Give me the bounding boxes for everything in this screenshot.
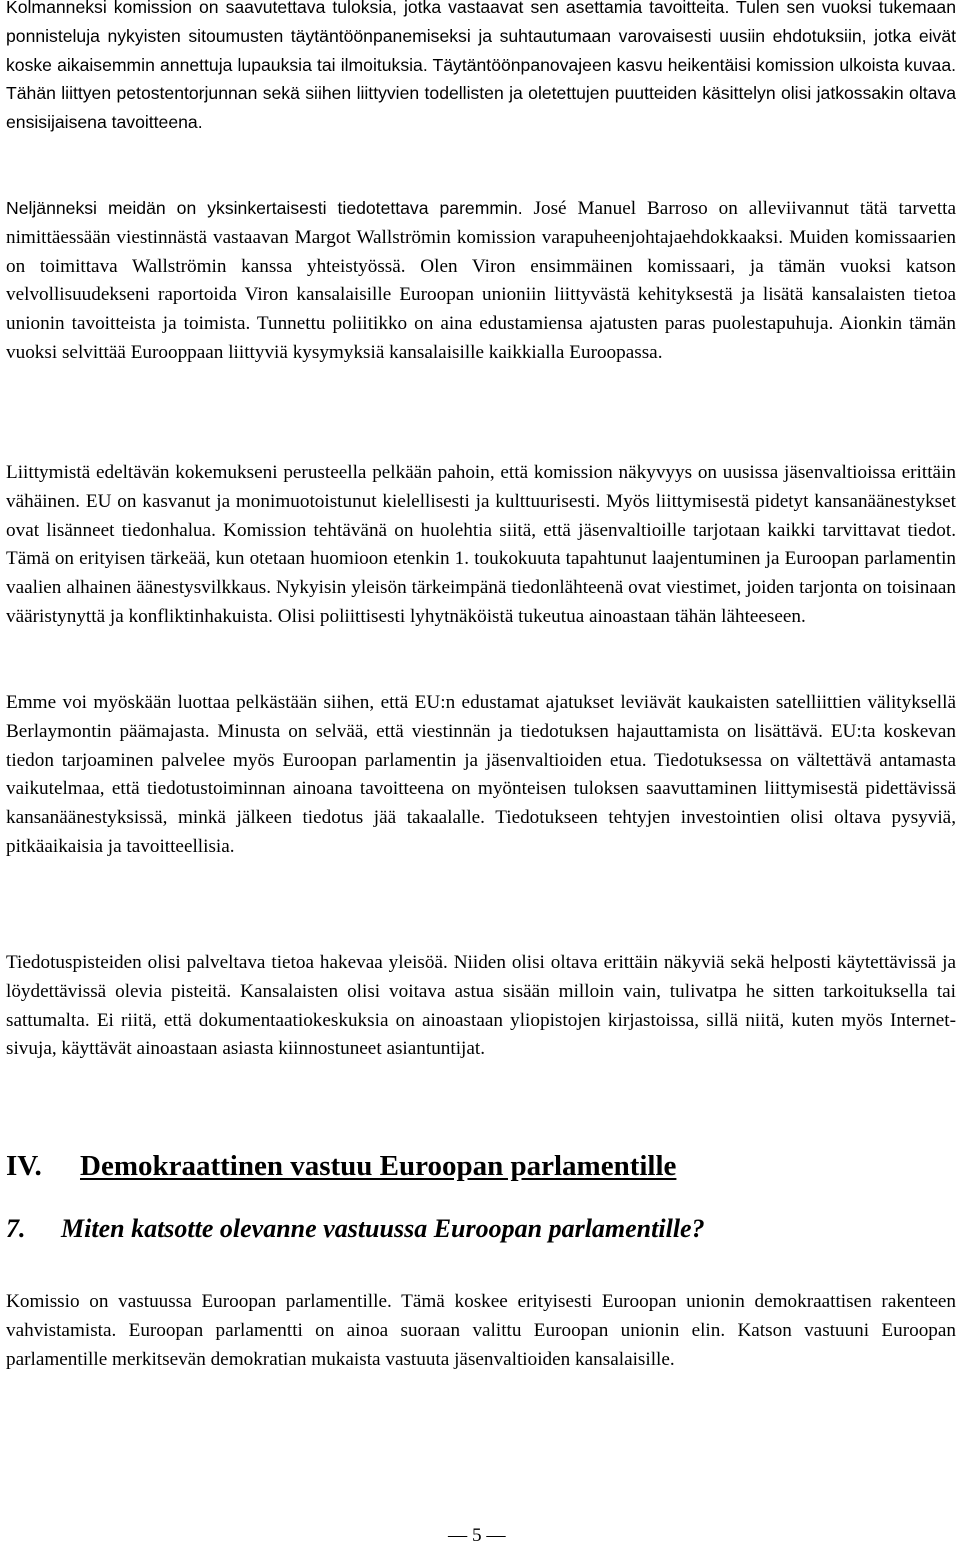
section-title: Demokraattinen vastuu Euroopan parlamentille xyxy=(80,1150,677,1182)
section-number: IV. xyxy=(6,1150,42,1182)
question-number: 7. xyxy=(6,1214,26,1243)
page-number: — 5 — xyxy=(448,1525,506,1546)
paragraph-text: José Manuel Barroso on alleviivannut tätä tarvetta nimittäessään viestinnästä vastaavan Margot Wallströmin komission varapuheenjohtajaehdokkaaksi. Muiden komissaarien on toimittava Wallströmin kanssa yhteistyössä. Olen Viron ensimmäinen komissaari, ja tämän vuoksi katson velvollisuudekseni raportoida Viron kansalaisille Euroopan unioniin liittyvästä kehityksestä ja lisätä kansalaisten tietoa unionin tavoitteista ja toimista. Tunnettu poliitikko on aina edustamiensa ajatusten paras puolestapuhuja. Aionkin tämän vuoksi selvittää Eurooppaan liittyviä kysymyksiä kansalaisille kaikkialla Euroopassa. xyxy=(6,198,956,363)
paragraph-text: Kolmanneksi komission on saavutettava tuloksia, jotka vastaavat sen asettamia tavoitteita. Tulen sen vuoksi tukemaan ponnisteluja nykyisten sitoumusten täytäntöönpanemiseksi ja suhtautumaan varovaisesti uusiin ehdotuksiin, jotka eivät koske aikaisemmin annettuja lupauksia tai ilmoituksia. Täytäntöönpanovajeen kasvu heikentäisi komission ulkoista kuvaa. Tähän liittyen petostentorjunnan sekä siihen liittyvien todellisten ja oletettujen puutteiden käsittelyn olisi jatkossakin oltava ensisijaisena tavoitteena. xyxy=(6,0,956,133)
paragraph-decentralisation: Emme voi myöskään luottaa pelkästään siihen, että EU:n edustamat ajatukset leviävät kaukaisten satelliittien välityksellä Berlaymontin päämajasta. Minusta on selvää, että viestinnän ja tiedotuksen hajauttamista on lisättävä. EU:ta koskevan tiedon tarjoaminen palvelee myös Euroopan parlamentin ja jäsenvaltioiden etua. Tiedotuksessa on vältettävä antamasta vaikutelmaa, että tiedotustoiminnan ainoana tavoitteena on myönteisen tuloksen saavuttaminen liittymisestä pidettävissä kansanäänestyksissä, minkä jälkeen tiedotus jää takaalalle. Tiedotukseen tehtyjen investointien olisi oltava pysyviä, pitkäaikaisia ja tavoitteellisia. xyxy=(6,692,956,857)
section-heading xyxy=(6,1148,676,1184)
question-text: Miten katsotte olevanne vastuussa Euroopan parlamentille? xyxy=(61,1214,705,1243)
paragraph-lead-sentence: Neljänneksi meidän on yksinkertaisesti tiedotettava paremmin. xyxy=(6,198,523,218)
question-heading xyxy=(6,1213,705,1245)
paragraph-tasks-and-commitments xyxy=(6,0,956,137)
paragraph-visibility: Liittymistä edeltävän kokemukseni perusteella pelkään pahoin, että komission näkyvyys on uusissa jäsenvaltioissa erittäin vähäinen. EU on kasvanut ja monimuotoistunut kielellisesti ja kulttuurisesti. Myös liittymisestä pidetyt kansanäänestykset ovat lisänneet tiedonhalua. Komission tehtävänä on huolehtia siitä, että jäsenvaltioille tarjotaan kaikki tarvittavat tiedot. Tämä on erityisen tärkeää, kun otetaan huomioon etenkin 1. toukokuuta tapahtunut laajentuminen ja Euroopan parlamentin vaalien alhainen äänestysvilkkaus. Nykyisin yleisön tärkeimpänä tiedonlähteenä ovat viestimet, joiden tarjonta on toisinaan vääristynyttä ja konfliktinhakuista. Olisi poliittisesti lyhytnäköistä tukeutua ainoastaan tähän lähteeseen. xyxy=(6,462,956,627)
paragraph-information-points: Tiedotuspisteiden olisi palveltava tietoa hakevaa yleisöä. Niiden olisi oltava erittäin näkyviä sekä helposti käytettävissä ja löydettävissä olevia pisteitä. Kansalaisten olisi voitava astua sisään milloin vain, tulivatpa he sitten tarkoituksella tai sattumalta. Ei riitä, että dokumentaatiokeskuksia on ainoastaan yliopistojen kirjastoissa, sillä niitä, kuten myös Internet-sivuja, käyttävät ainoastaan asiasta kiinnostuneet asiantuntijat. xyxy=(6,952,956,1060)
paragraph-answer: Komissio on vastuussa Euroopan parlamentille. Tämä koskee erityisesti Euroopan unionin demokraattisen rakenteen vahvistamista. Euroopan parlamentti on ainoa suoraan valittu Euroopan unionin elin. Katson vastuuni Euroopan parlamentille merkitsevän demokratian mukaista vastuuta jäsenvaltioiden kansalaisille. xyxy=(6,1291,956,1370)
paragraph-communication xyxy=(6,194,956,368)
